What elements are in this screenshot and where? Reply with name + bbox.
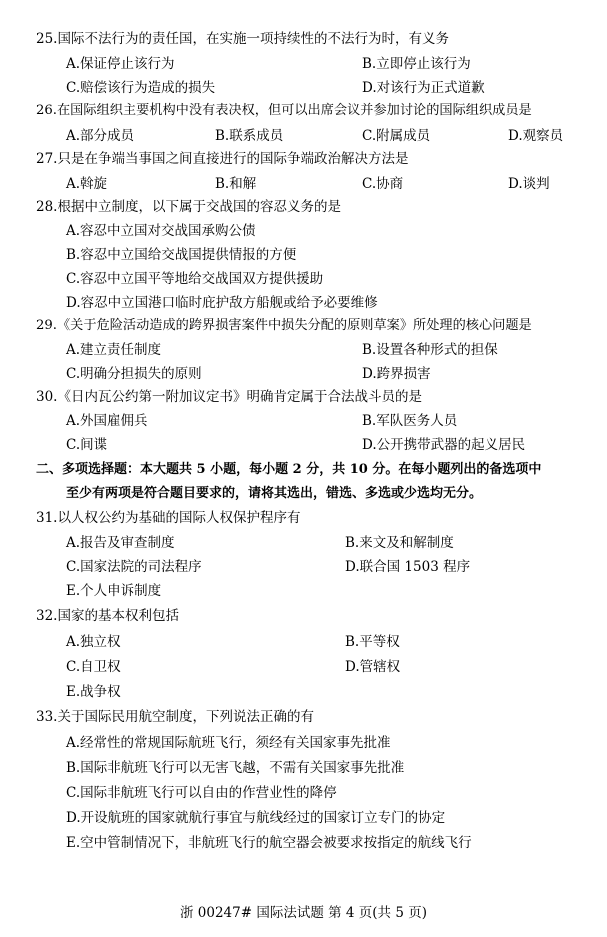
option-27-b: B.和解: [215, 176, 257, 192]
option-29-d: D.跨界损害: [362, 366, 431, 382]
option-32-e: E.战争权: [66, 684, 121, 700]
option-25-a: A.保证停止该行为: [66, 56, 175, 72]
question-33: 33.关于国际民用航空制度，下列说法正确的有: [36, 709, 314, 725]
option-30-b: B.军队医务人员: [362, 413, 458, 429]
option-32-c: C.自卫权: [66, 659, 121, 675]
option-29-a: A.建立责任制度: [66, 342, 162, 358]
question-28: 28.根据中立制度，以下属于交战国的容忍义务的是: [36, 199, 341, 215]
option-32-d: D.管辖权: [345, 659, 401, 675]
option-25-c: C.赔偿该行为造成的损失: [66, 80, 216, 96]
option-25-d: D.对该行为正式道歉: [362, 80, 485, 96]
option-26-d: D.观察员: [508, 128, 564, 144]
option-28-d: D.容忍中立国港口临时庇护敌方船舰或给予必要维修: [66, 295, 378, 311]
option-33-c: C.国际非航班飞行可以自由的作营业性的降停: [66, 785, 337, 801]
question-30: 30.《日内瓦公约第一附加议定书》明确肯定属于合法战斗员的是: [36, 389, 422, 405]
option-31-a: A.报告及审查制度: [66, 535, 175, 551]
option-28-b: B.容忍中立国给交战国提供情报的方便: [66, 247, 297, 263]
question-29: 29.《关于危险活动造成的跨界损害案件中损失分配的原则草案》所处理的核心问题是: [36, 318, 532, 333]
option-32-b: B.平等权: [345, 634, 400, 650]
option-27-d: D.谈判: [508, 176, 550, 192]
option-33-e: E.空中管制情况下，非航班飞行的航空器会被要求按指定的航线飞行: [66, 835, 472, 851]
option-28-c: C.容忍中立国平等地给交战国双方提供援助: [66, 271, 324, 287]
question-25: 25.国际不法行为的责任国，在实施一项持续性的不法行为时，有义务: [36, 31, 449, 47]
section-2-instructions: 至少有两项是符合题目要求的，请将其选出，错选、多选或少选均无分。: [66, 486, 483, 501]
page-footer: 浙 00247# 国际法试题 第 4 页(共 5 页): [179, 905, 427, 921]
option-25-b: B.立即停止该行为: [362, 56, 471, 72]
option-27-a: A.斡旋: [66, 176, 108, 192]
option-33-b: B.国际非航班飞行可以无害飞越，不需有关国家事先批准: [66, 760, 405, 776]
option-32-a: A.独立权: [66, 634, 121, 650]
option-30-a: A.外国雇佣兵: [66, 413, 148, 429]
question-31: 31.以人权公约为基础的国际人权保护程序有: [36, 510, 301, 526]
option-31-b: B.来文及和解制度: [345, 535, 454, 551]
option-27-c: C.协商: [362, 176, 404, 192]
option-31-c: C.国家法院的司法程序: [66, 559, 202, 575]
option-26-a: A.部分成员: [66, 128, 135, 144]
option-31-d: D.联合国 1503 程序: [345, 559, 471, 575]
question-27: 27.只是在争端当事国之间直接进行的国际争端政治解决方法是: [36, 151, 409, 167]
option-30-d: D.公开携带武器的起义居民: [362, 437, 526, 453]
option-29-c: C.明确分担损失的原则: [66, 366, 202, 382]
option-29-b: B.设置各种形式的担保: [362, 342, 498, 358]
option-26-c: C.附属成员: [362, 128, 431, 144]
option-26-b: B.联系成员: [215, 128, 284, 144]
question-26: 26.在国际组织主要机构中没有表决权，但可以出席会议并参加讨论的国际组织成员是: [36, 103, 532, 118]
option-33-d: D.开设航班的国家就航行事宜与航线经过的国家订立专门的协定: [66, 810, 446, 826]
option-31-e: E.个人申诉制度: [66, 583, 162, 599]
section-2-heading: 二、多项选择题：本大题共 5 小题，每小题 2 分，共 10 分。在每小题列出的备选项中: [36, 462, 542, 477]
option-30-c: C.间谍: [66, 437, 108, 453]
option-28-a: A.容忍中立国对交战国承购公债: [66, 223, 256, 239]
question-32: 32.国家的基本权利包括: [36, 608, 179, 624]
option-33-a: A.经常性的常规国际航班飞行，须经有关国家事先批准: [66, 735, 391, 751]
